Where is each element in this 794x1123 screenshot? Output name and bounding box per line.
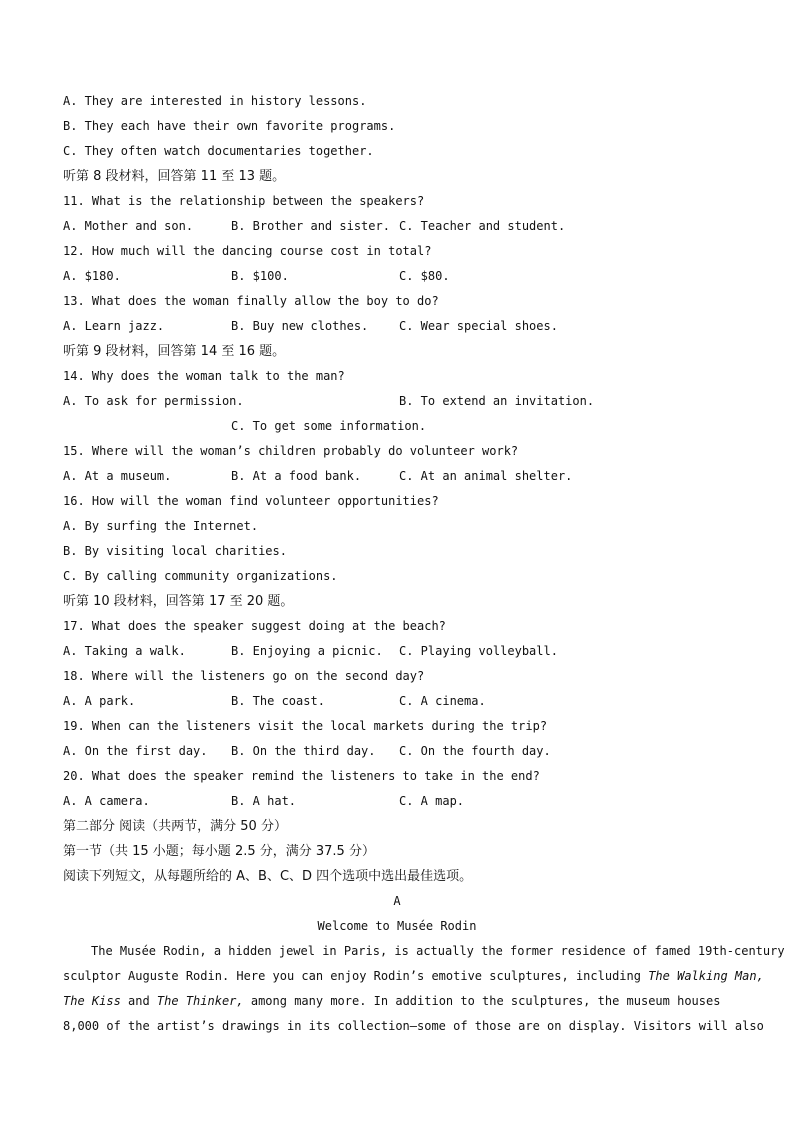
option-a: A. Mother and son. xyxy=(63,219,194,233)
artwork-title: The Walking Man, xyxy=(648,969,764,983)
option-b: B. A hat. xyxy=(231,794,297,808)
option-a: A. A park. xyxy=(63,694,136,708)
options-15 xyxy=(63,464,731,489)
option-c: C. Wear special shoes. xyxy=(399,319,558,333)
passage-text: and xyxy=(120,994,157,1008)
section-heading: 第一节（共 15 小题；每小题 2.5 分，满分 37.5 分） xyxy=(63,844,375,859)
question-19: 19. When can the listeners visit the local markets during the trip? xyxy=(63,719,548,733)
section-instruction: 听第 8 段材料，回答第 11 至 13 题。 xyxy=(63,169,286,184)
option-a: A. Taking a walk. xyxy=(63,644,186,658)
option-c: C. On the fourth day. xyxy=(399,744,551,758)
section-instruction: 听第 9 段材料，回答第 14 至 16 题。 xyxy=(63,344,286,359)
option-a: A. A camera. xyxy=(63,794,150,808)
passage-letter: A xyxy=(393,894,401,908)
option-c: C. A map. xyxy=(399,794,465,808)
option-b: B. On the third day. xyxy=(231,744,376,758)
section-instruction: 听第 10 段材料，回答第 17 至 20 题。 xyxy=(63,594,294,609)
option-a: A. At a museum. xyxy=(63,469,172,483)
option-c: C. At an animal shelter. xyxy=(399,469,573,483)
option-a: A. By surfing the Internet. xyxy=(63,519,259,533)
options-19 xyxy=(63,739,731,764)
question-18: 18. Where will the listeners go on the second day? xyxy=(63,669,425,683)
option-b: B. At a food bank. xyxy=(231,469,362,483)
option-b: B. Buy new clothes. xyxy=(231,319,369,333)
passage-text: among many more. In addition to the sculptures, the museum houses xyxy=(243,994,721,1008)
question-20: 20. What does the speaker remind the listeners to take in the end? xyxy=(63,769,540,783)
option-b: B. To extend an invitation. xyxy=(399,394,595,408)
option-line: C. They often watch documentaries together. xyxy=(63,144,374,158)
passage-text: sculptor Auguste Rodin. Here you can enjoy Rodin’s emotive sculptures, including xyxy=(63,969,649,983)
option-b: B. $100. xyxy=(231,269,289,283)
option-line: B. They each have their own favorite programs. xyxy=(63,119,396,133)
options-12 xyxy=(63,264,731,289)
option-a: A. On the first day. xyxy=(63,744,208,758)
passage-line: 8,000 of the artist’s drawings in its collection—some of those are on display. Visitors will also xyxy=(63,1019,764,1033)
option-c: C. Teacher and student. xyxy=(399,219,566,233)
options-17 xyxy=(63,639,731,664)
passage-line xyxy=(63,989,731,1014)
question-11: 11. What is the relationship between the speakers? xyxy=(63,194,425,208)
option-c: C. To get some information. xyxy=(231,419,427,433)
page-content xyxy=(63,89,785,1039)
option-a: A. Learn jazz. xyxy=(63,319,165,333)
passage-line: The Musée Rodin, a hidden jewel in Paris, is actually the former residence of famed 19th-century xyxy=(91,944,785,958)
question-13: 13. What does the woman finally allow the boy to do? xyxy=(63,294,439,308)
options-20 xyxy=(63,789,731,814)
question-14: 14. Why does the woman talk to the man? xyxy=(63,369,345,383)
option-a: A. To ask for permission. xyxy=(63,394,244,408)
option-line: A. They are interested in history lessons. xyxy=(63,94,367,108)
option-b: B. Brother and sister. xyxy=(231,219,390,233)
passage-title: Welcome to Musée Rodin xyxy=(317,919,477,933)
artwork-title: The Kiss xyxy=(63,994,121,1008)
options-14 xyxy=(63,389,731,414)
option-b: B. Enjoying a picnic. xyxy=(231,644,383,658)
option-a: A. $180. xyxy=(63,269,121,283)
passage-line xyxy=(63,964,764,989)
options-11 xyxy=(63,214,731,239)
option-b: B. By visiting local charities. xyxy=(63,544,287,558)
reading-instruction: 阅读下列短文，从每题所给的 A、B、C、D 四个选项中选出最佳选项。 xyxy=(63,869,473,884)
question-17: 17. What does the speaker suggest doing at the beach? xyxy=(63,619,446,633)
options-18 xyxy=(63,689,731,714)
option-c: C. A cinema. xyxy=(399,694,486,708)
question-16: 16. How will the woman find volunteer opportunities? xyxy=(63,494,439,508)
artwork-title: The Thinker, xyxy=(156,994,244,1008)
option-c: C. $80. xyxy=(399,269,450,283)
option-c: C. By calling community organizations. xyxy=(63,569,338,583)
part-heading: 第二部分 阅读（共两节，满分 50 分） xyxy=(63,819,287,834)
options-13 xyxy=(63,314,731,339)
option-b: B. The coast. xyxy=(231,694,325,708)
question-12: 12. How much will the dancing course cost in total? xyxy=(63,244,432,258)
question-15: 15. Where will the woman’s children probably do volunteer work? xyxy=(63,444,519,458)
option-c: C. Playing volleyball. xyxy=(399,644,558,658)
